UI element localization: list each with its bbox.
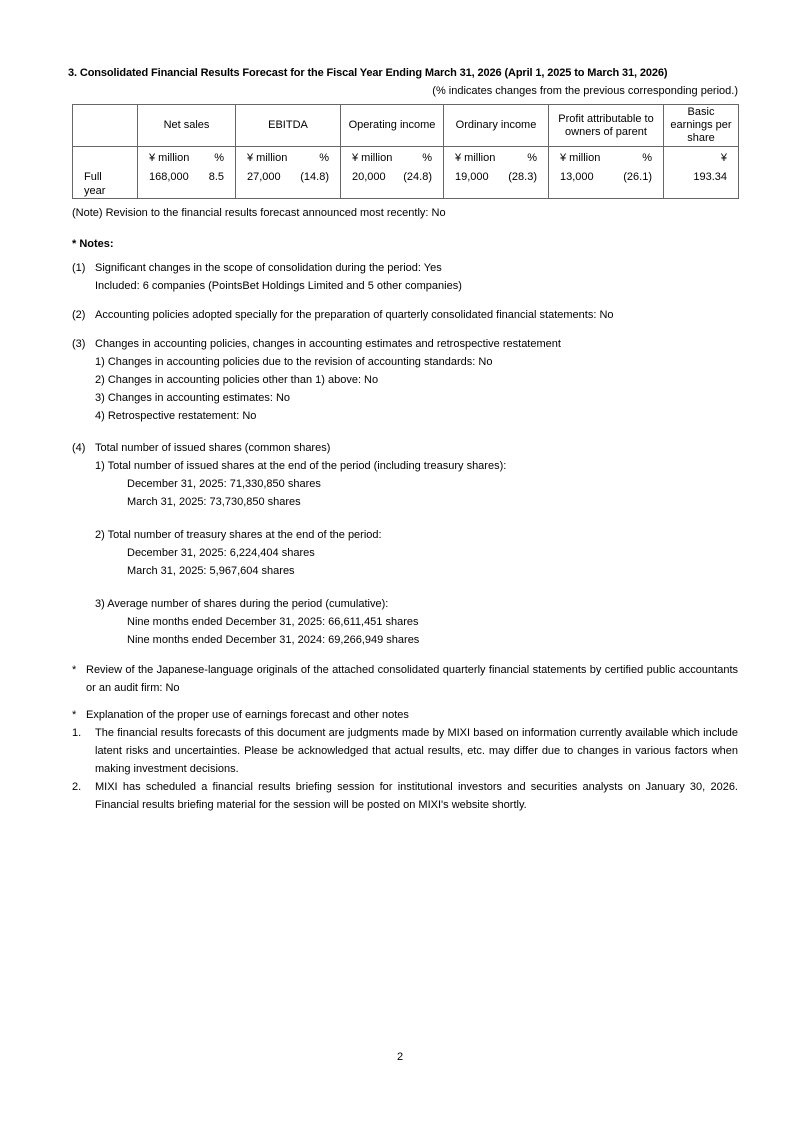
- unit-label: ¥ million: [247, 152, 288, 164]
- col-header-profit-attributable: Profit attributable to owners of parent: [549, 105, 664, 147]
- note-text: Changes in accounting policies, changes in accounting estimates and retrospective restatement: [95, 338, 561, 350]
- eps-value: 193.34: [693, 171, 727, 183]
- table-corner-cell: [73, 105, 138, 147]
- forecast-table: [72, 104, 739, 199]
- col-header-eps: Basic earnings per share: [664, 105, 739, 147]
- net-sales-pct: 8.5: [208, 171, 224, 183]
- col-header-operating-income: Operating income: [341, 105, 444, 147]
- note-4-1-head: 1) Total number of issued shares at the end of the period (including treasury shares):: [95, 460, 507, 472]
- note-4-2-line-1: December 31, 2025: 6,224,404 shares: [127, 547, 315, 559]
- note-item-4: [72, 439, 738, 457]
- note-marker: (2): [72, 309, 86, 321]
- unit-pct-label: %: [642, 152, 652, 164]
- unit-pct-label: %: [422, 152, 432, 164]
- unit-label: ¥ million: [149, 152, 190, 164]
- note-marker: (3): [72, 338, 86, 350]
- eps-cell: [664, 147, 739, 199]
- ordinary-income-pct: (28.3): [508, 171, 537, 183]
- paragraph-text: MIXI has scheduled a financial results briefing session for institutional investors and securities analysts on January 30, 2026. Financial results briefing material for the session will be posted on MIXI's website shortly.: [95, 781, 738, 811]
- page-subtitle: (% indicates changes from the previous corresponding period.): [432, 85, 738, 97]
- review-note: [72, 661, 738, 697]
- note-item-3: [72, 335, 738, 353]
- note-item-2: [72, 306, 738, 324]
- note-item-1: [72, 259, 738, 277]
- note-marker: (1): [72, 262, 86, 274]
- note-4-3-line-1: Nine months ended December 31, 2025: 66,611,451 shares: [127, 616, 419, 628]
- explanation-paragraph-2: [72, 778, 738, 814]
- ebitda-pct: (14.8): [300, 171, 329, 183]
- note-text: Explanation of the proper use of earnings forecast and other notes: [86, 709, 409, 721]
- page-title: 3. Consolidated Financial Results Forecast for the Fiscal Year Ending March 31, 2026 (April 1, 2025 to March 31, 2026): [68, 67, 668, 79]
- table-data-row: [73, 147, 739, 199]
- ordinary-income-amount: 19,000: [455, 171, 489, 183]
- profit-attributable-pct: (26.1): [623, 171, 652, 183]
- unit-label: ¥ million: [455, 152, 496, 164]
- note-3-sub-1: 1) Changes in accounting policies due to the revision of accounting standards: No: [95, 356, 493, 368]
- paragraph-marker: 2.: [72, 781, 82, 793]
- net-sales-amount: 168,000: [149, 171, 189, 183]
- table-header-row: [73, 105, 739, 147]
- notes-heading: * Notes:: [72, 238, 114, 250]
- ebitda-cell: [236, 147, 341, 199]
- operating-income-pct: (24.8): [403, 171, 432, 183]
- eps-unit-label: ¥: [720, 152, 727, 164]
- row-label-cell: [73, 147, 138, 199]
- col-header-net-sales: Net sales: [138, 105, 236, 147]
- unit-pct-label: %: [319, 152, 329, 164]
- note-1-sub: Included: 6 companies (PointsBet Holdings Limited and 5 other companies): [95, 280, 462, 292]
- note-4-3-head: 3) Average number of shares during the period (cumulative):: [95, 598, 389, 610]
- paragraph-text: The financial results forecasts of this document are judgments made by MIXI based on information currently available which include latent risks and uncertainties. Please be acknowledged that actual results, etc. may differ due to changes in various factors when making investment decisions.: [95, 727, 738, 775]
- ebitda-amount: 27,000: [247, 171, 281, 183]
- note-text: Significant changes in the scope of consolidation during the period: Yes: [95, 262, 442, 274]
- note-4-3-line-2: Nine months ended December 31, 2024: 69,266,949 shares: [127, 634, 420, 646]
- explanation-paragraph-1: [72, 724, 738, 778]
- operating-income-amount: 20,000: [352, 171, 386, 183]
- row-label: Full year: [84, 171, 106, 197]
- note-3-sub-4: 4) Retrospective restatement: No: [95, 410, 257, 422]
- note-text: Accounting policies adopted specially for the preparation of quarterly consolidated financial statements: No: [95, 309, 614, 321]
- operating-income-cell: [341, 147, 444, 199]
- note-4-2-line-2: March 31, 2025: 5,967,604 shares: [127, 565, 295, 577]
- unit-label: ¥ million: [352, 152, 393, 164]
- revision-note: (Note) Revision to the financial results forecast announced most recently: No: [72, 207, 446, 219]
- explanation-heading: [72, 706, 738, 724]
- col-header-ebitda: EBITDA: [236, 105, 341, 147]
- note-3-sub-2: 2) Changes in accounting policies other than 1) above: No: [95, 374, 379, 386]
- paragraph-marker: 1.: [72, 727, 82, 739]
- note-marker: *: [72, 709, 77, 721]
- note-4-1-line-2: March 31, 2025: 73,730,850 shares: [127, 496, 301, 508]
- ordinary-income-cell: [444, 147, 549, 199]
- profit-attributable-amount: 13,000: [560, 171, 594, 183]
- note-text: Review of the Japanese-language originals of the attached consolidated quarterly financial statements by certified public accountants or an audit firm: No: [86, 664, 738, 694]
- note-marker: *: [72, 664, 77, 676]
- unit-pct-label: %: [214, 152, 224, 164]
- profit-attributable-cell: [549, 147, 664, 199]
- unit-pct-label: %: [527, 152, 537, 164]
- page-number: 2: [396, 1051, 404, 1063]
- note-3-sub-3: 3) Changes in accounting estimates: No: [95, 392, 291, 404]
- net-sales-cell: [138, 147, 236, 199]
- note-marker: (4): [72, 442, 86, 454]
- note-text: Total number of issued shares (common shares): [95, 442, 331, 454]
- note-4-1-line-1: December 31, 2025: 71,330,850 shares: [127, 478, 321, 490]
- note-4-2-head: 2) Total number of treasury shares at the end of the period:: [95, 529, 382, 541]
- col-header-ordinary-income: Ordinary income: [444, 105, 549, 147]
- unit-label: ¥ million: [560, 152, 601, 164]
- document-content: [68, 66, 738, 814]
